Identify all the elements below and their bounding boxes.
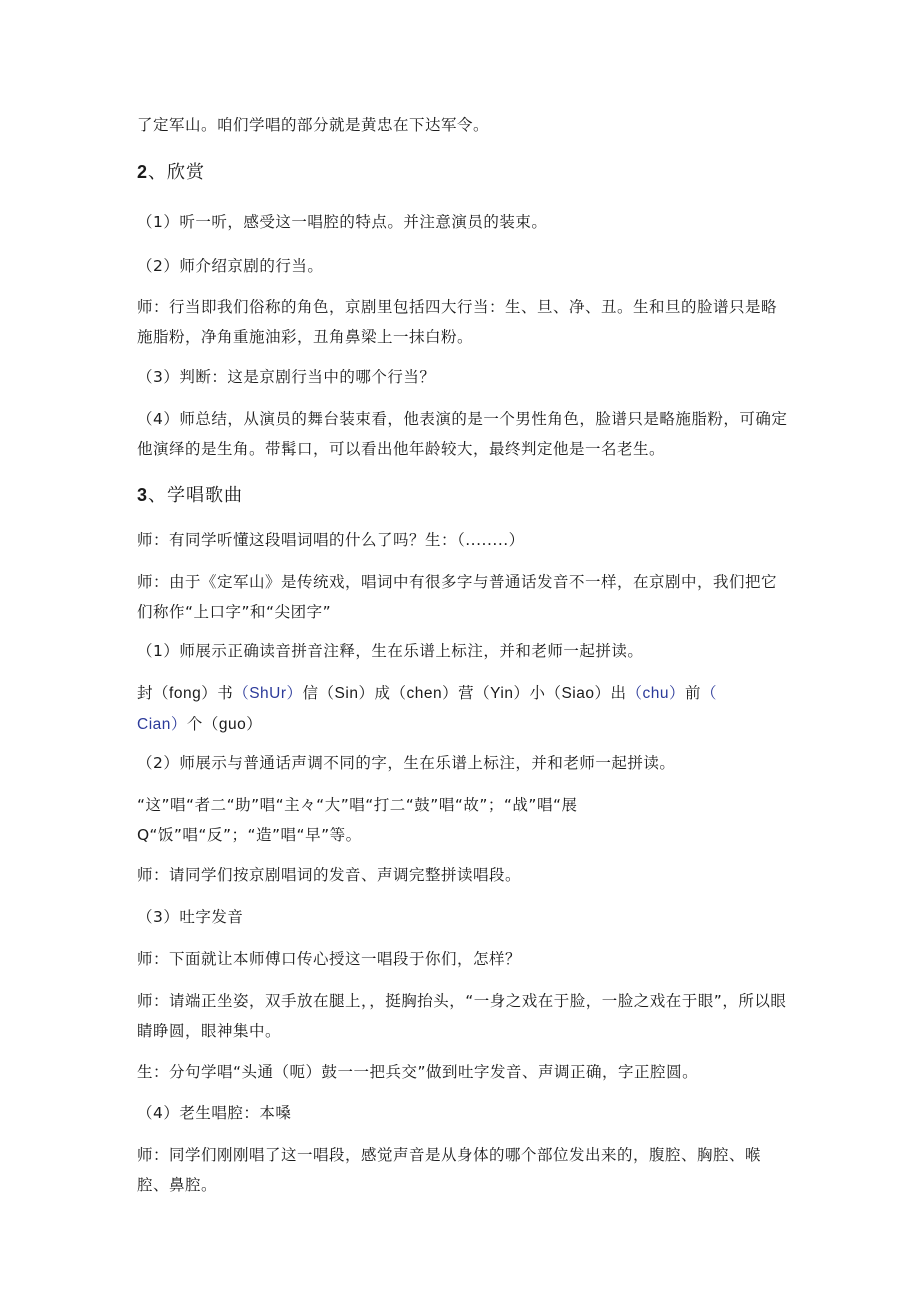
section-heading-3: [137, 480, 792, 511]
paragraph: 师：行当即我们俗称的角色，京剧里包括四大行当：生、旦、净、丑。生和旦的脸谱只是略施脂粉，净角重施油彩，丑角鼻梁上一抹白粉。: [137, 298, 778, 346]
paragraph: （2）师展示与普通话声调不同的字，生在乐谱上标注，并和老师一起拼读。: [137, 754, 676, 772]
text: ）小（: [513, 684, 562, 702]
text: ）营（: [442, 684, 491, 702]
paragraph: “这”唱“者二“助”唱“主々“大”唱“打二“鼓”唱“故”；“战”唱“展Q“饭”唱“反”；“造”唱“早”等。: [137, 796, 578, 844]
paragraph: 师：请同学们按京剧唱词的发音、声调完整拼读唱段。: [137, 866, 522, 884]
text: 信（: [302, 684, 335, 702]
section-heading-2: [137, 157, 792, 188]
pinyin-highlight: （chu）: [626, 685, 685, 702]
pinyin-highlight: Cian）: [137, 716, 187, 733]
pinyin: Sin: [334, 685, 359, 702]
paragraph: （3）判断：这是京剧行当中的哪个行当？: [137, 368, 436, 386]
pinyin: Yin: [490, 685, 514, 702]
text: ）: [246, 715, 263, 733]
text: ）出: [594, 684, 627, 702]
paragraph: 生：分句学唱“头通（呃）鼓一一把兵交”做到吐字发音、声调正确，字正腔圆。: [137, 1063, 699, 1081]
heading-number: 3: [137, 485, 149, 505]
text: ）成（: [358, 684, 407, 702]
pinyin-paragraph: [137, 678, 792, 740]
heading-text: 、学唱歌曲: [148, 485, 244, 506]
pinyin: chen: [406, 685, 443, 702]
pinyin: fong: [169, 685, 202, 702]
pinyin: guo: [218, 716, 247, 733]
paragraph: （3）吐字发音: [137, 908, 244, 926]
paragraph: （2）师介绍京剧的行当。: [137, 257, 324, 275]
text: ）书: [201, 684, 234, 702]
paragraph: （1）听一听，感受这一唱腔的特点。并注意演员的装束。: [137, 213, 548, 231]
paragraph: 师：请端正坐姿，双手放在腿上，，挺胸抬头，“一身之戏在于脸，一脸之戏在于眼”，所以眼睛睁圆，眼神集中。: [137, 992, 787, 1040]
heading-text: 、欣赏: [148, 162, 206, 183]
text: 前: [685, 684, 702, 702]
pinyin-highlight: （: [701, 685, 718, 702]
paragraph: 了定军山。咱们学唱的部分就是黄忠在下达军令。: [137, 116, 490, 134]
paragraph: 师：由于《定军山》是传统戏，唱词中有很多字与普通话发音不一样，在京剧中，我们把它们称作“上口字”和“尖团字”: [137, 573, 778, 621]
text: 封（: [137, 684, 170, 702]
paragraph: （4）老生唱腔：本嗓: [137, 1104, 292, 1122]
pinyin: Siao: [561, 685, 595, 702]
text: 个（: [186, 715, 219, 733]
paragraph: 师：有同学听懂这段唱词唱的什么了吗？生：（........）: [137, 531, 525, 549]
paragraph: 师：下面就让本师傅口传心授这一唱段于你们，怎样？: [137, 950, 522, 968]
paragraph: （1）师展示正确读音拼音注释，生在乐谱上标注，并和老师一起拼读。: [137, 642, 644, 660]
pinyin-highlight: （ShUr）: [233, 685, 303, 702]
paragraph: （4）师总结，从演员的舞台装束看，他表演的是一个男性角色，脸谱只是略施脂粉，可确定他演绎的是生角。带髯口，可以看出他年龄较大，最终判定他是一名老生。: [137, 410, 788, 458]
heading-number: 2: [137, 162, 149, 182]
paragraph: 师：同学们刚刚唱了这一唱段，感觉声音是从身体的哪个部位发出来的，腹腔、胸腔、喉腔、鼻腔。: [137, 1146, 762, 1194]
